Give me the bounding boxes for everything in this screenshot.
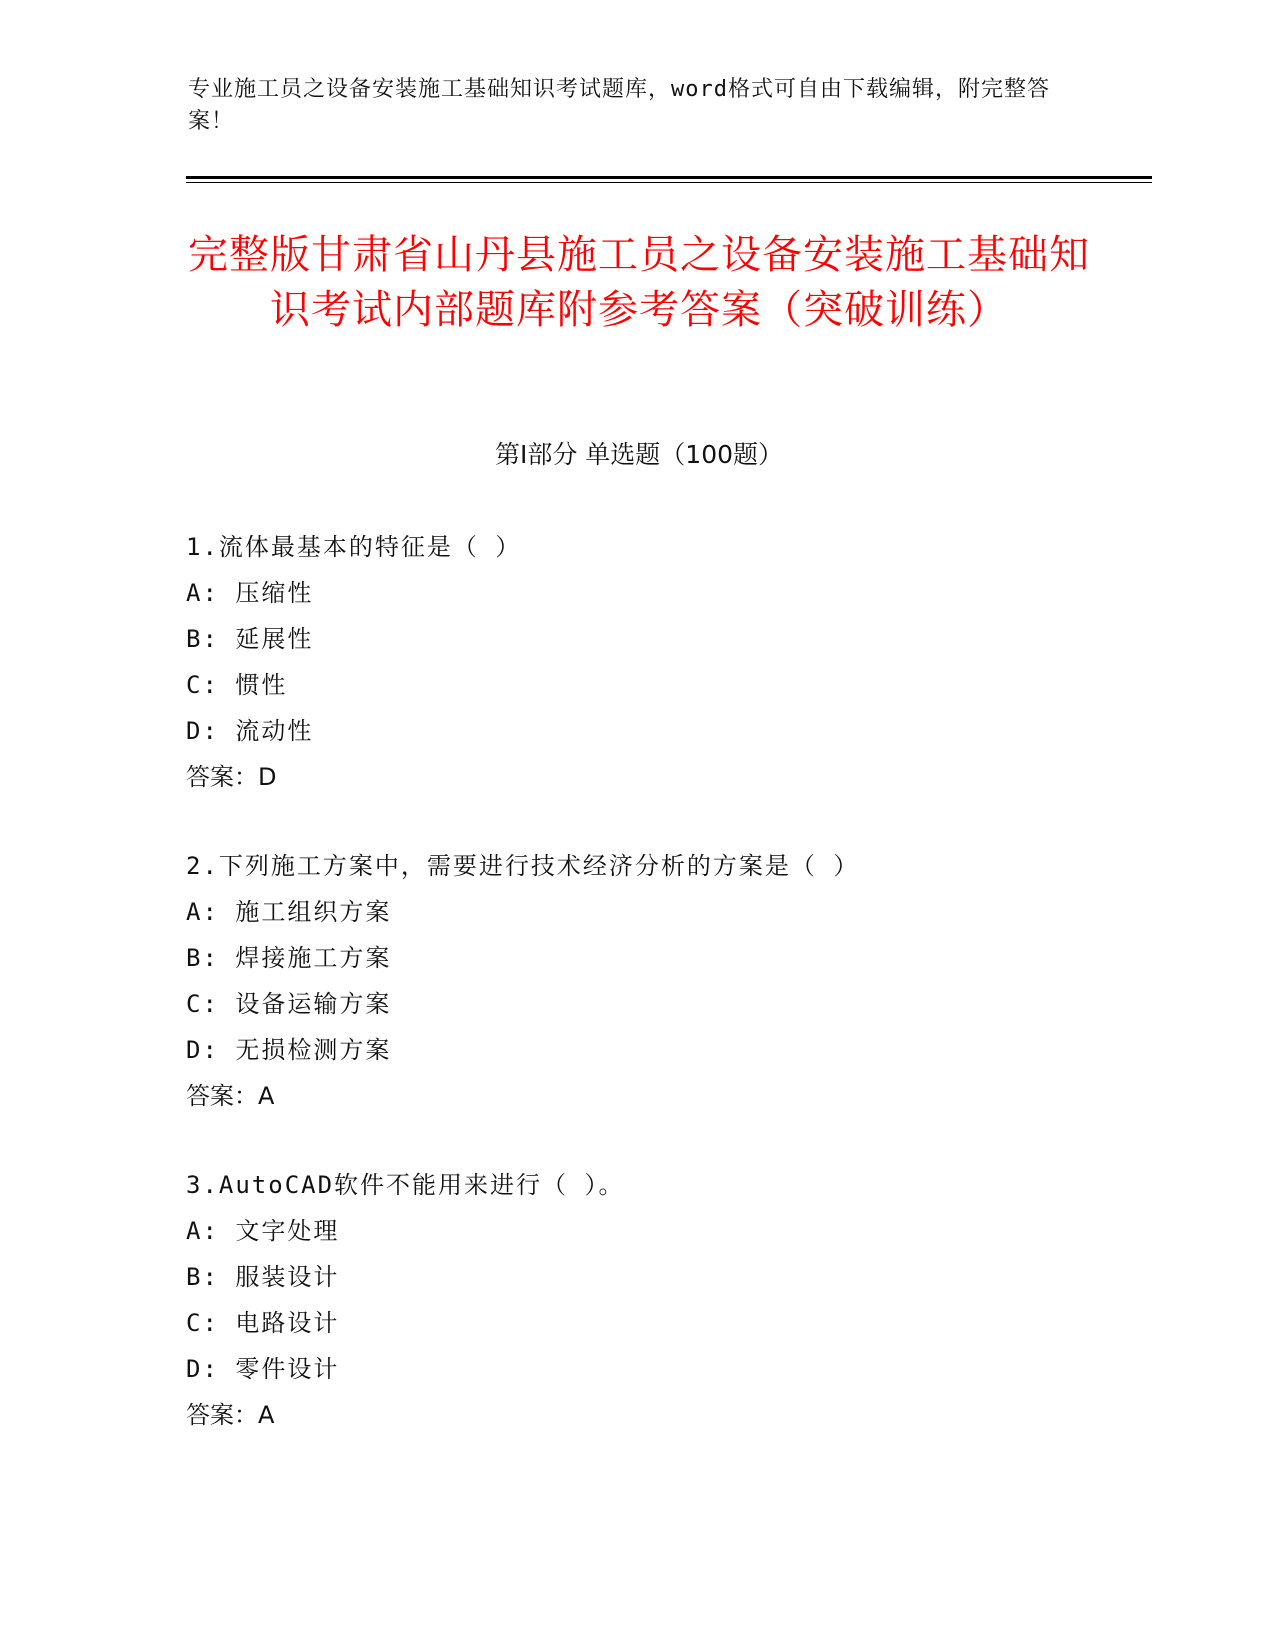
option-c: C: 电路设计 (186, 1309, 340, 1337)
answer-line: 答案：A (186, 1082, 275, 1110)
option-b: B: 延展性 (186, 625, 314, 653)
option-a: A: 文字处理 (186, 1217, 340, 1245)
option-b: B: 焊接施工方案 (186, 944, 392, 972)
question-1 (186, 532, 1092, 808)
question-3 (186, 1170, 1092, 1446)
header-note: 专业施工员之设备安装施工基础知识考试题库，word格式可自由下载编辑，附完整答案！ (188, 77, 1050, 134)
option-b: B: 服装设计 (186, 1263, 340, 1291)
option-a: A: 压缩性 (186, 579, 314, 607)
option-c: C: 设备运输方案 (186, 990, 392, 1018)
question-stem: 1.流体最基本的特征是（ ） (186, 533, 522, 561)
section-title: 第I部分 单选题（100题） (494, 440, 784, 469)
question-stem: 2.下列施工方案中，需要进行技术经济分析的方案是（ ） (186, 852, 860, 880)
question-2 (186, 851, 1092, 1127)
document-title: 完整版甘肃省山丹县施工员之设备安装施工基础知识考试内部题库附参考答案（突破训练） (188, 232, 1090, 333)
option-a: A: 施工组织方案 (186, 898, 392, 926)
question-stem: 3.AutoCAD软件不能用来进行（ ）。 (186, 1171, 625, 1199)
answer-line: 答案：A (186, 1401, 275, 1429)
header-divider-thin (186, 182, 1152, 183)
option-d: D: 流动性 (186, 717, 314, 745)
option-d: D: 无损检测方案 (186, 1036, 392, 1064)
option-d: D: 零件设计 (186, 1355, 340, 1383)
answer-line: 答案：D (186, 763, 277, 791)
option-c: C: 惯性 (186, 671, 288, 699)
header-divider-thick (186, 176, 1152, 179)
